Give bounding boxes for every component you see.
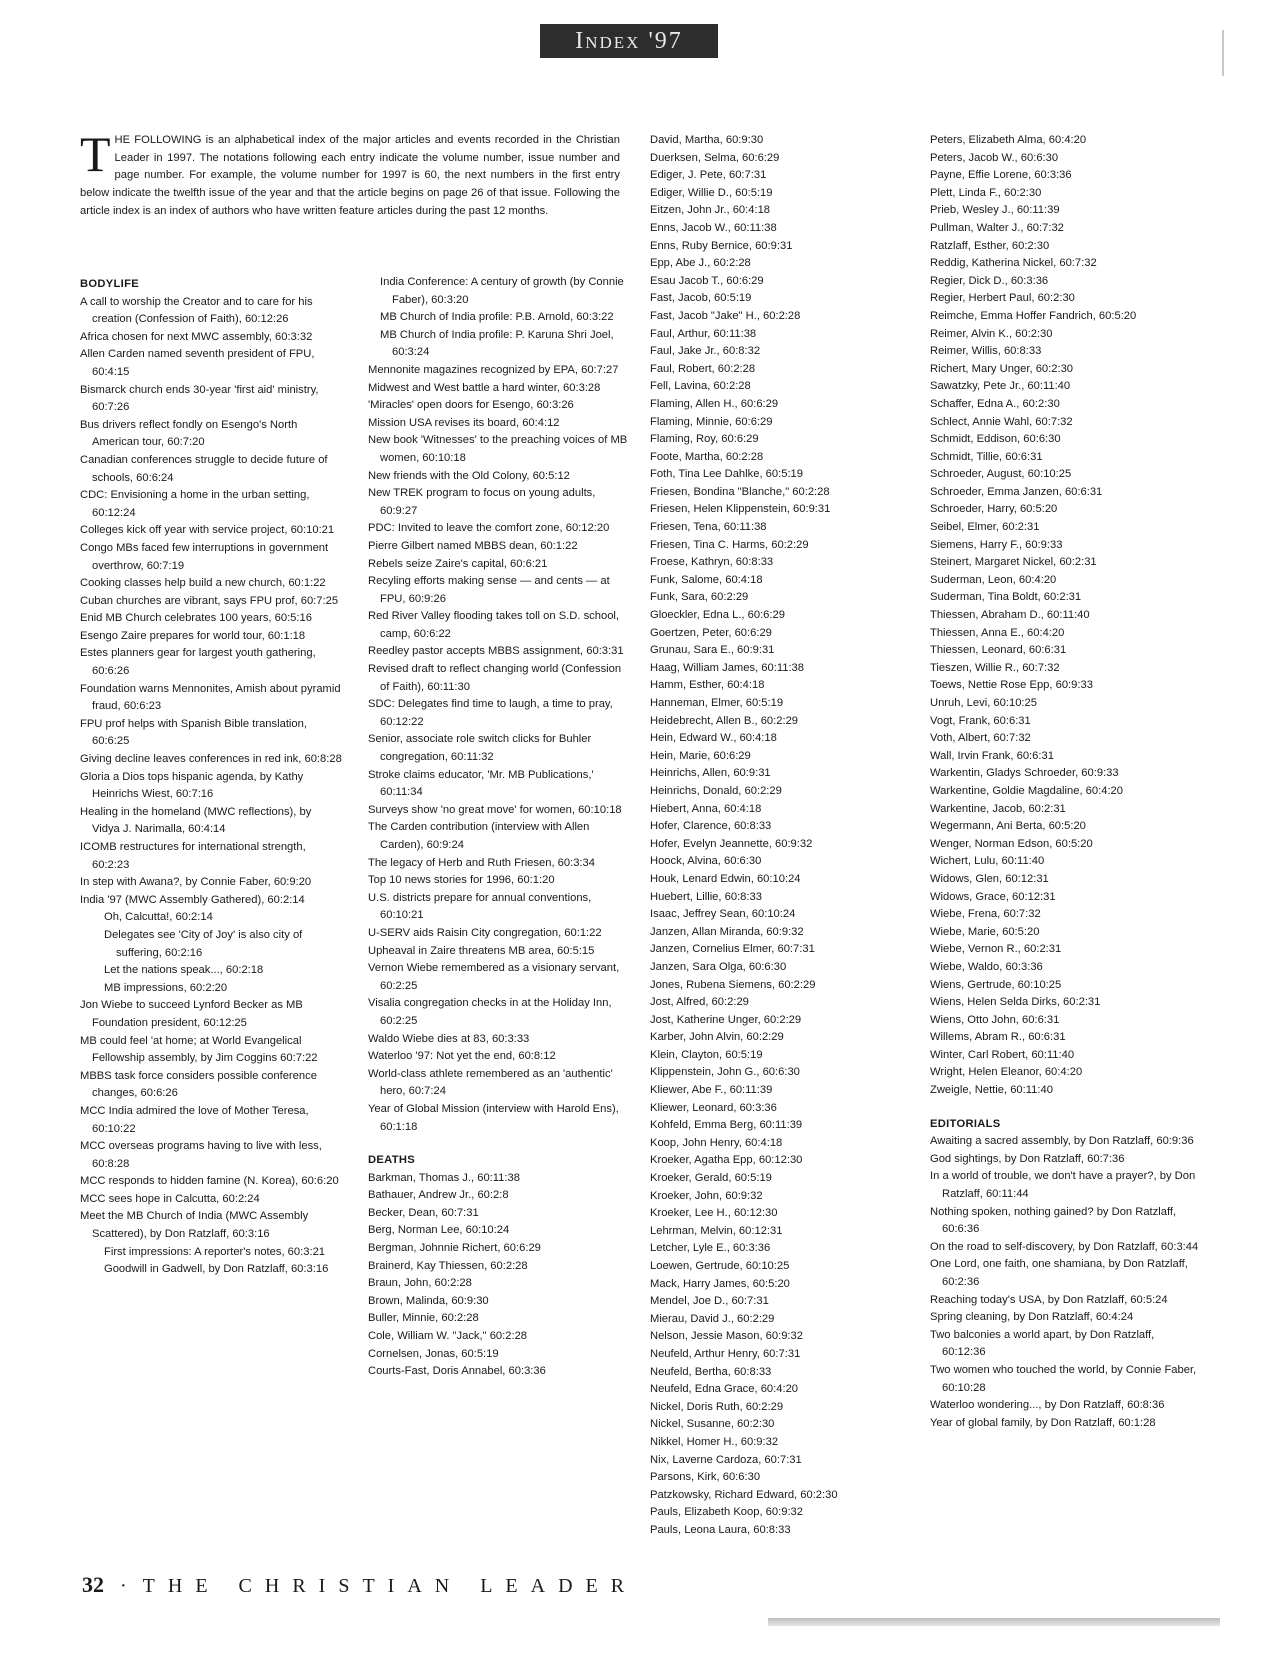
obituary-entry: Wall, Irvin Frank, 60:6:31 bbox=[930, 749, 1054, 762]
index-entry: MB Church of India profile: P. Karuna Shri Joel, 60:3:24 bbox=[380, 328, 614, 359]
obituary-entry: Kroeker, Agatha Epp, 60:12:30 bbox=[650, 1154, 803, 1167]
deaths-list-3 bbox=[930, 132, 1200, 1100]
index-entry: Let the nations speak..., 60:2:18 bbox=[104, 964, 264, 977]
index-entry: Mission USA revises its board, 60:4:12 bbox=[368, 416, 560, 429]
index-entry: World-class athlete remembered as an 'authentic' hero, 60:7:24 bbox=[368, 1067, 613, 1098]
intro-text: HE FOLLOWING is an alphabetical index of the major articles and events recorded in the Christian Leader in 1997. The notations following each entry indicate the volume number, issue number and page number. For example, the volume number for 1997 is 60, the next numbers in the first entry below indicate the twelfth issue of the year and that the article begins on page 26 of that issue. Following the article index is an index of authors who have written feature articles during the past 12 months. bbox=[80, 134, 620, 217]
obituary-entry: Mierau, David J., 60:2:29 bbox=[650, 1312, 775, 1325]
obituary-entry: Schmidt, Tillie, 60:6:31 bbox=[930, 450, 1043, 463]
index-entry: Year of Global Mission (interview with Harold Ens), 60:1:18 bbox=[368, 1102, 619, 1133]
index-entry: Visalia congregation checks in at the Holiday Inn, 60:2:25 bbox=[368, 997, 612, 1027]
obituary-entry: Thiessen, Anna E., 60:4:20 bbox=[930, 626, 1065, 639]
index-entry: Upheaval in Zaire threatens MB area, 60:5:15 bbox=[368, 944, 595, 957]
obituary-entry: Hiebert, Anna, 60:4:18 bbox=[650, 802, 762, 815]
index-entry: MB Church of India profile: P.B. Arnold, 60:3:22 bbox=[380, 311, 614, 324]
section-heading-bodylife: BODYLIFE bbox=[80, 278, 139, 290]
obituary-entry: Reimer, Alvin K., 60:2:30 bbox=[930, 327, 1053, 340]
drop-cap: T bbox=[80, 126, 111, 182]
obituary-entry: Regier, Herbert Paul, 60:2:30 bbox=[930, 292, 1075, 305]
obituary-entry: Wegermann, Ani Berta, 60:5:20 bbox=[930, 820, 1086, 833]
index-entry: Africa chosen for next MWC assembly, 60:3:32 bbox=[80, 330, 313, 343]
obituary-entry: Bathauer, Andrew Jr., 60:2:8 bbox=[368, 1189, 509, 1202]
index-entry: Pierre Gilbert named MBBS dean, 60:1:22 bbox=[368, 539, 578, 552]
obituary-entry: Neufeld, Bertha, 60:8:33 bbox=[650, 1365, 772, 1378]
obituary-entry: Hein, Edward W., 60:4:18 bbox=[650, 732, 777, 745]
index-entry: Top 10 news stories for 1996, 60:1:20 bbox=[368, 874, 555, 887]
obituary-entry: Wiebe, Frena, 60:7:32 bbox=[930, 908, 1041, 921]
index-entry: First impressions: A reporter's notes, 60:3:21 bbox=[104, 1245, 326, 1258]
obituary-entry: Froese, Kathryn, 60:8:33 bbox=[650, 556, 774, 569]
obituary-entry: Voth, Albert, 60:7:32 bbox=[930, 732, 1031, 745]
obituary-entry: Tieszen, Willie R., 60:7:32 bbox=[930, 661, 1060, 674]
section-heading-deaths: DEATHS bbox=[368, 1154, 415, 1167]
index-entry: Delegates see 'City of Joy' is also city of suffering, 60:2:16 bbox=[104, 928, 303, 959]
obituary-entry: Kliewer, Leonard, 60:3:36 bbox=[650, 1101, 777, 1114]
column-1 bbox=[80, 276, 342, 1279]
obituary-entry: Suderman, Leon, 60:4:20 bbox=[930, 573, 1057, 586]
index-entry: Bus drivers reflect fondly on Esengo's North American tour, 60:7:20 bbox=[80, 418, 298, 449]
index-entry: A call to worship the Creator and to care for his creation (Confession of Faith), 60:12:26 bbox=[80, 295, 313, 326]
obituary-entry: Wichert, Lulu, 60:11:40 bbox=[930, 855, 1045, 868]
index-entry: India Conference: A century of growth (by Connie Faber), 60:3:20 bbox=[380, 276, 624, 306]
obituary-entry: Grunau, Sara E., 60:9:31 bbox=[650, 644, 775, 657]
obituary-entry: Klein, Clayton, 60:5:19 bbox=[650, 1048, 763, 1061]
obituary-entry: Heinrichs, Donald, 60:2:29 bbox=[650, 784, 782, 797]
obituary-entry: Friesen, Bondina "Blanche," 60:2:28 bbox=[650, 485, 830, 498]
obituary-entry: Siemens, Harry F., 60:9:33 bbox=[930, 538, 1063, 551]
obituary-entry: Nickel, Susanne, 60:2:30 bbox=[650, 1418, 775, 1431]
obituary-entry: Reddig, Katherina Nickel, 60:7:32 bbox=[930, 257, 1097, 270]
obituary-entry: Friesen, Tina C. Harms, 60:2:29 bbox=[650, 538, 809, 551]
editorial-entry: Nothing spoken, nothing gained? by Don Ratzlaff, 60:6:36 bbox=[930, 1205, 1177, 1236]
obituary-entry: Wiebe, Waldo, 60:3:36 bbox=[930, 960, 1043, 973]
obituary-entry: Funk, Sara, 60:2:29 bbox=[650, 591, 749, 604]
obituary-entry: Nickel, Doris Ruth, 60:2:29 bbox=[650, 1400, 784, 1413]
index-entry: Stroke claims educator, 'Mr. MB Publications,' 60:11:34 bbox=[368, 768, 594, 799]
index-entry: MCC overseas programs having to live with less, 60:8:28 bbox=[80, 1140, 322, 1170]
obituary-entry: Foth, Tina Lee Dahlke, 60:5:19 bbox=[650, 468, 803, 481]
obituary-entry: Wiens, Gertrude, 60:10:25 bbox=[930, 978, 1062, 991]
index-entry: Surveys show 'no great move' for women, 60:10:18 bbox=[368, 803, 622, 816]
obituary-entry: Barkman, Thomas J., 60:11:38 bbox=[368, 1171, 520, 1184]
obituary-entry: Kroeker, Gerald, 60:5:19 bbox=[650, 1172, 772, 1185]
obituary-entry: Willems, Abram R., 60:6:31 bbox=[930, 1031, 1066, 1044]
obituary-entry: Prieb, Wesley J., 60:11:39 bbox=[930, 204, 1060, 217]
index-entry: Gloria a Dios tops hispanic agenda, by Kathy Heinrichs Wiest, 60:7:16 bbox=[80, 770, 304, 801]
editorial-entry: On the road to self-discovery, by Don Ratzlaff, 60:3:44 bbox=[930, 1240, 1199, 1253]
index-entry: Oh, Calcutta!, 60:2:14 bbox=[104, 911, 213, 924]
obituary-entry: Cornelsen, Jonas, 60:5:19 bbox=[368, 1347, 499, 1360]
obituary-entry: Thiessen, Abraham D., 60:11:40 bbox=[930, 609, 1090, 622]
obituary-entry: Plett, Linda F., 60:2:30 bbox=[930, 186, 1042, 199]
obituary-entry: Friesen, Helen Klippenstein, 60:9:31 bbox=[650, 503, 831, 516]
obituary-entry: Hofer, Clarence, 60:8:33 bbox=[650, 820, 772, 833]
obituary-entry: Wiens, Helen Selda Dirks, 60:2:31 bbox=[930, 996, 1101, 1009]
obituary-entry: Lehrman, Melvin, 60:12:31 bbox=[650, 1224, 783, 1237]
index-entry: U.S. districts prepare for annual conventions, 60:10:21 bbox=[368, 891, 592, 922]
index-entry: Recyling efforts making sense — and cents — at FPU, 60:9:26 bbox=[368, 575, 610, 605]
obituary-entry: David, Martha, 60:9:30 bbox=[650, 134, 764, 146]
obituary-entry: Janzen, Sara Olga, 60:6:30 bbox=[650, 960, 787, 973]
obituary-entry: Thiessen, Leonard, 60:6:31 bbox=[930, 644, 1067, 657]
obituary-entry: Buller, Minnie, 60:2:28 bbox=[368, 1312, 479, 1325]
index-entry: CDC: Envisioning a home in the urban setting, 60:12:24 bbox=[80, 489, 310, 519]
column-4 bbox=[930, 132, 1200, 1432]
editorial-entry: Two balconies a world apart, by Don Ratzlaff, 60:12:36 bbox=[930, 1328, 1155, 1359]
index-entry: Colleges kick off year with service project, 60:10:21 bbox=[80, 524, 335, 537]
index-entry: MCC responds to hidden famine (N. Korea), 60:6:20 bbox=[80, 1175, 339, 1188]
obituary-entry: Wright, Helen Eleanor, 60:4:20 bbox=[930, 1066, 1083, 1079]
editorial-entry: In a world of trouble, we don't have a prayer?, by Don Ratzlaff, 60:11:44 bbox=[930, 1170, 1196, 1201]
obituary-entry: Pauls, Elizabeth Koop, 60:9:32 bbox=[650, 1506, 804, 1519]
obituary-entry: Faul, Robert, 60:2:28 bbox=[650, 362, 756, 375]
obituary-entry: Payne, Effie Lorene, 60:3:36 bbox=[930, 169, 1072, 182]
obituary-entry: Wenger, Norman Edson, 60:5:20 bbox=[930, 837, 1093, 850]
index-entry: PDC: Invited to leave the comfort zone, 60:12:20 bbox=[368, 522, 610, 535]
obituary-entry: Faul, Arthur, 60:11:38 bbox=[650, 327, 757, 340]
obituary-entry: Schroeder, Emma Janzen, 60:6:31 bbox=[930, 485, 1103, 498]
obituary-entry: Kroeker, John, 60:9:32 bbox=[650, 1189, 763, 1202]
index-entry: Waldo Wiebe dies at 83, 60:3:33 bbox=[368, 1032, 530, 1045]
index-entry: Goodwill in Gadwell, by Don Ratzlaff, 60:3:16 bbox=[104, 1263, 329, 1276]
index-entry: Jon Wiebe to succeed Lynford Becker as MB Foundation president, 60:12:25 bbox=[80, 999, 303, 1029]
obituary-entry: Nelson, Jessie Mason, 60:9:32 bbox=[650, 1330, 803, 1343]
index-entry: U-SERV aids Raisin City congregation, 60:1:22 bbox=[368, 926, 602, 939]
index-entry: Giving decline leaves conferences in red ink, 60:8:28 bbox=[80, 753, 342, 766]
obituary-entry: Hofer, Evelyn Jeannette, 60:9:32 bbox=[650, 837, 813, 850]
index-entry: Midwest and West battle a hard winter, 60:3:28 bbox=[368, 381, 601, 394]
editorial-entry: Two women who touched the world, by Connie Faber, 60:10:28 bbox=[930, 1363, 1197, 1394]
obituary-entry: Loewen, Gertrude, 60:10:25 bbox=[650, 1260, 790, 1272]
obituary-entry: Klippenstein, John G., 60:6:30 bbox=[650, 1066, 800, 1079]
editorial-entry: Year of global family, by Don Ratzlaff, 60:1:28 bbox=[930, 1416, 1156, 1429]
obituary-entry: Gloeckler, Edna L., 60:6:29 bbox=[650, 609, 785, 622]
index-entry: MCC sees hope in Calcutta, 60:2:24 bbox=[80, 1192, 260, 1205]
column-2 bbox=[368, 274, 630, 1381]
obituary-entry: Schaffer, Edna A., 60:2:30 bbox=[930, 397, 1060, 410]
index-entry: Esengo Zaire prepares for world tour, 60:1:18 bbox=[80, 629, 306, 642]
obituary-entry: Foote, Martha, 60:2:28 bbox=[650, 450, 764, 463]
obituary-entry: Berg, Norman Lee, 60:10:24 bbox=[368, 1224, 510, 1237]
obituary-entry: Hanneman, Elmer, 60:5:19 bbox=[650, 697, 784, 709]
index-entry: 'Miracles' open doors for Esengo, 60:3:26 bbox=[368, 399, 574, 412]
index-entry: Canadian conferences struggle to decide future of schools, 60:6:24 bbox=[80, 453, 328, 484]
obituary-entry: Winter, Carl Robert, 60:11:40 bbox=[930, 1048, 1075, 1061]
obituary-entry: Courts-Fast, Doris Annabel, 60:3:36 bbox=[368, 1365, 546, 1378]
obituary-entry: Peters, Elizabeth Alma, 60:4:20 bbox=[930, 134, 1087, 146]
obituary-entry: Friesen, Tena, 60:11:38 bbox=[650, 521, 767, 534]
obituary-entry: Warkentine, Goldie Magdaline, 60:4:20 bbox=[930, 784, 1123, 797]
obituary-entry: Flaming, Allen H., 60:6:29 bbox=[650, 397, 779, 410]
obituary-entry: Parsons, Kirk, 60:6:30 bbox=[650, 1471, 761, 1484]
obituary-entry: Huebert, Lillie, 60:8:33 bbox=[650, 890, 762, 903]
obituary-entry: Cole, William W. "Jack," 60:2:28 bbox=[368, 1330, 528, 1343]
index-entry: Vernon Wiebe remembered as a visionary servant, 60:2:25 bbox=[368, 962, 620, 992]
obituary-entry: Enns, Jacob W., 60:11:38 bbox=[650, 221, 777, 234]
obituary-entry: Warkentine, Jacob, 60:2:31 bbox=[930, 802, 1066, 815]
obituary-entry: Letcher, Lyle E., 60:3:36 bbox=[650, 1242, 771, 1255]
index-entry: Rebels seize Zaire's capital, 60:6:21 bbox=[368, 557, 548, 570]
obituary-entry: Richert, Mary Unger, 60:2:30 bbox=[930, 362, 1074, 375]
obituary-entry: Wiebe, Vernon R., 60:2:31 bbox=[930, 943, 1062, 956]
index-entry: ICOMB restructures for international strength, 60:2:23 bbox=[80, 841, 306, 871]
obituary-entry: Ediger, J. Pete, 60:7:31 bbox=[650, 169, 767, 182]
obituary-entry: Reimche, Emma Hoffer Fandrich, 60:5:20 bbox=[930, 309, 1137, 322]
index-entry: FPU prof helps with Spanish Bible translation, 60:6:25 bbox=[80, 717, 307, 748]
obituary-entry: Zweigle, Nettie, 60:11:40 bbox=[930, 1084, 1053, 1097]
obituary-entry: Schlect, Annie Wahl, 60:7:32 bbox=[930, 415, 1073, 428]
editorial-entry: God sightings, by Don Ratzlaff, 60:7:36 bbox=[930, 1152, 1125, 1165]
obituary-entry: Steinert, Margaret Nickel, 60:2:31 bbox=[930, 556, 1097, 569]
index-entry: Red River Valley flooding takes toll on S.D. school, camp, 60:6:22 bbox=[368, 610, 620, 640]
index-entry: Healing in the homeland (MWC reflections), by Vidya J. Narimalla, 60:4:14 bbox=[80, 805, 312, 836]
obituary-entry: Unruh, Levi, 60:10:25 bbox=[930, 697, 1037, 709]
obituary-entry: Isaac, Jeffrey Sean, 60:10:24 bbox=[650, 908, 796, 921]
obituary-entry: Janzen, Cornelius Elmer, 60:7:31 bbox=[650, 943, 815, 956]
index-entry: Reedley pastor accepts MBBS assignment, 60:3:31 bbox=[368, 645, 624, 658]
page-number: 32 bbox=[82, 1572, 104, 1597]
obituary-entry: Bergman, Johnnie Richert, 60:6:29 bbox=[368, 1242, 541, 1255]
obituary-entry: Hoock, Alvina, 60:6:30 bbox=[650, 855, 762, 868]
editorials-list bbox=[930, 1133, 1200, 1432]
obituary-entry: Jost, Alfred, 60:2:29 bbox=[650, 996, 749, 1009]
obituary-entry: Reimer, Willis, 60:8:33 bbox=[930, 345, 1042, 358]
obituary-entry: Kroeker, Lee H., 60:12:30 bbox=[650, 1207, 778, 1220]
editorial-entry: Awaiting a sacred assembly, by Don Ratzlaff, 60:9:36 bbox=[930, 1135, 1194, 1148]
obituary-entry: Flaming, Minnie, 60:6:29 bbox=[650, 415, 773, 428]
index-entry: The Carden contribution (interview with Allen Carden), 60:9:24 bbox=[368, 821, 590, 851]
scan-edge-mark bbox=[1222, 30, 1224, 76]
obituary-entry: Pauls, Leona Laura, 60:8:33 bbox=[650, 1523, 791, 1536]
obituary-entry: Haag, William James, 60:11:38 bbox=[650, 661, 804, 674]
index-entry: Senior, associate role switch clicks for Buhler congregation, 60:11:32 bbox=[368, 733, 592, 764]
obituary-entry: Ediger, Willie D., 60:5:19 bbox=[650, 186, 773, 199]
obituary-entry: Enns, Ruby Bernice, 60:9:31 bbox=[650, 239, 793, 252]
index-entry: SDC: Delegates find time to laugh, a time to pray, 60:12:22 bbox=[368, 698, 613, 728]
obituary-entry: Pullman, Walter J., 60:7:32 bbox=[930, 221, 1064, 234]
index-banner: Index '97 bbox=[540, 24, 718, 58]
obituary-entry: Heinrichs, Allen, 60:9:31 bbox=[650, 767, 771, 780]
obituary-entry: Regier, Dick D., 60:3:36 bbox=[930, 274, 1049, 287]
deaths-list-1 bbox=[368, 1170, 630, 1381]
index-entry: India '97 (MWC Assembly Gathered), 60:2:14 bbox=[80, 893, 305, 906]
editorial-entry: Reaching today's USA, by Don Ratzlaff, 60:5:24 bbox=[930, 1293, 1168, 1306]
obituary-entry: Wiens, Otto John, 60:6:31 bbox=[930, 1013, 1060, 1026]
obituary-entry: Schmidt, Eddison, 60:6:30 bbox=[930, 433, 1061, 446]
index-entry: Enid MB Church celebrates 100 years, 60:5:16 bbox=[80, 612, 312, 625]
bodylife-list-2 bbox=[368, 274, 630, 1136]
editorial-entry: Waterloo wondering..., by Don Ratzlaff, 60:8:36 bbox=[930, 1399, 1165, 1412]
obituary-entry: Ratzlaff, Esther, 60:2:30 bbox=[930, 239, 1050, 252]
obituary-entry: Epp, Abe J., 60:2:28 bbox=[650, 257, 751, 270]
index-entry: MCC India admired the love of Mother Teresa, 60:10:22 bbox=[80, 1104, 309, 1135]
obituary-entry: Becker, Dean, 60:7:31 bbox=[368, 1206, 479, 1219]
obituary-entry: Neufeld, Arthur Henry, 60:7:31 bbox=[650, 1347, 801, 1360]
index-entry: Estes planners gear for largest youth gathering, 60:6:26 bbox=[80, 647, 316, 678]
obituary-entry: Hamm, Esther, 60:4:18 bbox=[650, 679, 765, 692]
index-entry: MB could feel 'at home; at World Evangelical Fellowship assembly, by Jim Coggins 60:7:22 bbox=[80, 1034, 318, 1065]
obituary-entry: Fast, Jacob "Jake" H., 60:2:28 bbox=[650, 309, 801, 322]
index-entry: The legacy of Herb and Ruth Friesen, 60:3:34 bbox=[368, 856, 595, 869]
index-entry: New book 'Witnesses' to the preaching voices of MB women, 60:10:18 bbox=[368, 434, 628, 464]
index-entry: Cuban churches are vibrant, says FPU prof, 60:7:25 bbox=[80, 594, 339, 607]
editorial-entry: Spring cleaning, by Don Ratzlaff, 60:4:24 bbox=[930, 1311, 1134, 1324]
obituary-entry: Brown, Malinda, 60:9:30 bbox=[368, 1294, 489, 1307]
index-entry: MBBS task force considers possible conference changes, 60:6:26 bbox=[80, 1069, 317, 1100]
obituary-entry: Hein, Marie, 60:6:29 bbox=[650, 749, 751, 762]
obituary-entry: Warkentin, Gladys Schroeder, 60:9:33 bbox=[930, 767, 1119, 780]
index-entry: Congo MBs faced few interruptions in government overthrow, 60:7:19 bbox=[80, 541, 329, 572]
obituary-entry: Jost, Katherine Unger, 60:2:29 bbox=[650, 1013, 802, 1026]
obituary-entry: Wiebe, Marie, 60:5:20 bbox=[930, 925, 1040, 938]
obituary-entry: Fell, Lavina, 60:2:28 bbox=[650, 380, 751, 393]
bodylife-list-1 bbox=[80, 294, 342, 1279]
obituary-entry: Esau Jacob T., 60:6:29 bbox=[650, 274, 764, 287]
index-entry: Bismarck church ends 30-year 'first aid' ministry, 60:7:26 bbox=[80, 383, 319, 414]
obituary-entry: Neufeld, Edna Grace, 60:4:20 bbox=[650, 1383, 799, 1396]
publication-name: THE CHRISTIAN LEADER bbox=[142, 1575, 638, 1597]
index-entry: Revised draft to reflect changing world (Confession of Faith), 60:11:30 bbox=[368, 663, 622, 693]
footer-separator: · bbox=[120, 1575, 127, 1597]
obituary-entry: Heidebrecht, Allen B., 60:2:29 bbox=[650, 714, 799, 727]
obituary-entry: Duerksen, Selma, 60:6:29 bbox=[650, 151, 780, 164]
deaths-list-2 bbox=[650, 132, 900, 1540]
index-entry: MB impressions, 60:2:20 bbox=[104, 981, 228, 994]
obituary-entry: Koop, John Henry, 60:4:18 bbox=[650, 1136, 783, 1149]
obituary-entry: Flaming, Roy, 60:6:29 bbox=[650, 433, 759, 446]
index-entry: New friends with the Old Colony, 60:5:12 bbox=[368, 469, 570, 482]
obituary-entry: Patzkowsky, Richard Edward, 60:2:30 bbox=[650, 1488, 838, 1501]
obituary-entry: Widows, Glen, 60:12:31 bbox=[930, 872, 1049, 885]
index-entry: Foundation warns Mennonites, Amish about pyramid fraud, 60:6:23 bbox=[80, 682, 341, 713]
obituary-entry: Braun, John, 60:2:28 bbox=[368, 1277, 472, 1290]
editorial-entry: One Lord, one faith, one shamiana, by Don Ratzlaff, 60:2:36 bbox=[930, 1258, 1188, 1288]
obituary-entry: Vogt, Frank, 60:6:31 bbox=[930, 714, 1031, 727]
page-footer bbox=[82, 1572, 637, 1598]
obituary-entry: Schroeder, August, 60:10:25 bbox=[930, 468, 1072, 481]
obituary-entry: Funk, Salome, 60:4:18 bbox=[650, 573, 763, 586]
obituary-entry: Suderman, Tina Boldt, 60:2:31 bbox=[930, 591, 1082, 604]
obituary-entry: Faul, Jake Jr., 60:8:32 bbox=[650, 345, 761, 358]
scan-shadow-bar bbox=[768, 1618, 1220, 1626]
obituary-entry: Goertzen, Peter, 60:6:29 bbox=[650, 626, 772, 639]
obituary-entry: Janzen, Allan Miranda, 60:9:32 bbox=[650, 925, 804, 938]
obituary-entry: Kohfeld, Emma Berg, 60:11:39 bbox=[650, 1119, 803, 1132]
obituary-entry: Fast, Jacob, 60:5:19 bbox=[650, 292, 752, 305]
obituary-entry: Seibel, Elmer, 60:2:31 bbox=[930, 521, 1040, 534]
obituary-entry: Nikkel, Homer H., 60:9:32 bbox=[650, 1435, 779, 1448]
obituary-entry: Eitzen, John Jr., 60:4:18 bbox=[650, 204, 771, 217]
index-entry: In step with Awana?, by Connie Faber, 60:9:20 bbox=[80, 876, 312, 889]
column-3 bbox=[650, 132, 900, 1540]
obituary-entry: Widows, Grace, 60:12:31 bbox=[930, 890, 1056, 903]
index-entry: Meet the MB Church of India (MWC Assembly Scattered), by Don Ratzlaff, 60:3:16 bbox=[80, 1210, 309, 1241]
obituary-entry: Jones, Rubena Siemens, 60:2:29 bbox=[650, 978, 816, 991]
index-entry: Waterloo '97: Not yet the end, 60:8:12 bbox=[368, 1050, 556, 1063]
obituary-entry: Nix, Laverne Cardoza, 60:7:31 bbox=[650, 1453, 802, 1466]
index-entry: Allen Carden named seventh president of FPU, 60:4:15 bbox=[80, 348, 315, 378]
section-heading-editorials: EDITORIALS bbox=[930, 1117, 1001, 1130]
obituary-entry: Peters, Jacob W., 60:6:30 bbox=[930, 151, 1059, 164]
obituary-entry: Brainerd, Kay Thiessen, 60:2:28 bbox=[368, 1259, 528, 1272]
obituary-entry: Toews, Nettie Rose Epp, 60:9:33 bbox=[930, 679, 1093, 692]
index-entry: New TREK program to focus on young adults, 60:9:27 bbox=[368, 487, 596, 517]
obituary-entry: Schroeder, Harry, 60:5:20 bbox=[930, 503, 1058, 516]
obituary-entry: Houk, Lenard Edwin, 60:10:24 bbox=[650, 872, 801, 885]
obituary-entry: Karber, John Alvin, 60:2:29 bbox=[650, 1031, 784, 1044]
obituary-entry: Sawatzky, Pete Jr., 60:11:40 bbox=[930, 380, 1071, 393]
intro-paragraph bbox=[80, 126, 620, 221]
index-entry: Mennonite magazines recognized by EPA, 60:7:27 bbox=[368, 363, 619, 376]
obituary-entry: Mendel, Joe D., 60:7:31 bbox=[650, 1295, 769, 1308]
index-entry: Cooking classes help build a new church, 60:1:22 bbox=[80, 577, 326, 590]
obituary-entry: Mack, Harry James, 60:5:20 bbox=[650, 1277, 790, 1290]
obituary-entry: Kliewer, Abe F., 60:11:39 bbox=[650, 1084, 773, 1097]
